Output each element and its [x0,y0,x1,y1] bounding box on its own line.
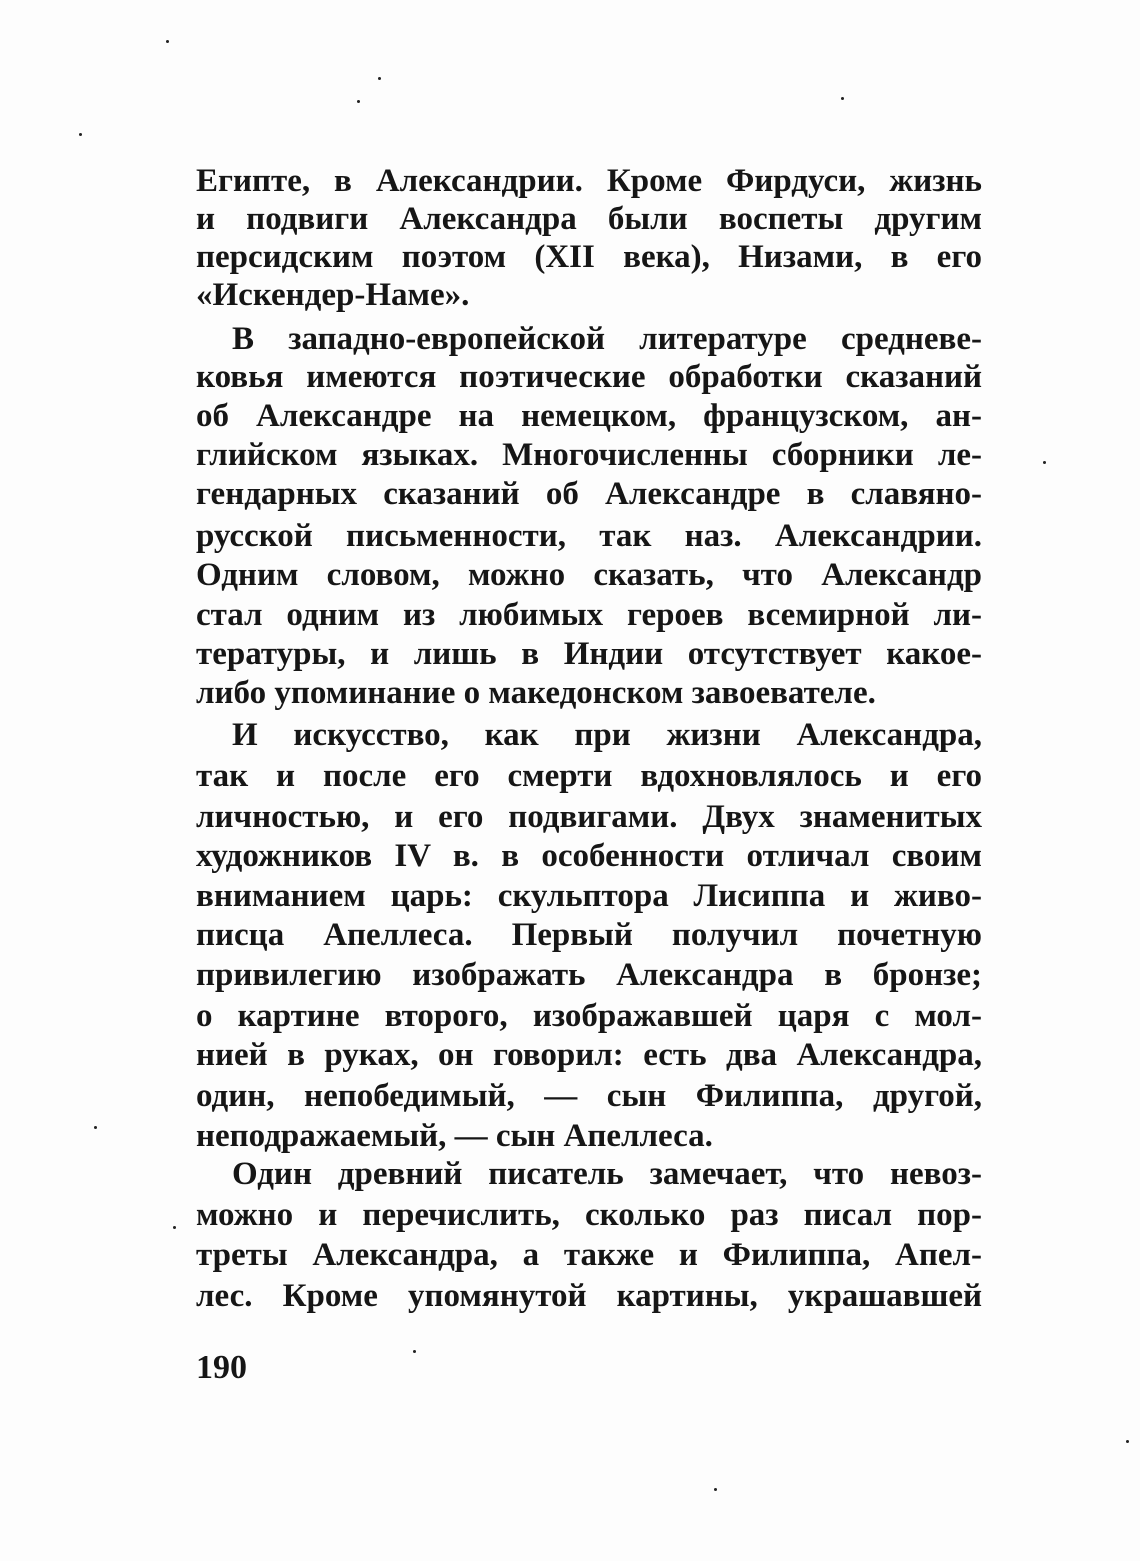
text-line: один, непобедимый, — сын Филиппа, другой, [196,1078,982,1114]
text-line: Один древний писатель замечает, что невоз- [232,1156,982,1192]
text-line: лес. Кроме упомянутой картины, украшавшей [196,1278,982,1314]
text-line: персидским поэтом (XII века), Низами, в его [196,239,982,275]
text-line: И искусство, как при жизни Александра, [232,717,982,753]
text-line: об Александре на немецком, французском, ан- [196,398,982,434]
text-line: русской письменности, так наз. Александрии. [196,518,982,554]
scan-speck [94,1126,97,1129]
text-line: либо упоминание о македонском завоевателе. [196,675,876,711]
page-number: 190 [196,1349,247,1386]
text-line: стал одним из любимых героев всемирной ли- [196,597,982,633]
text-line: можно и перечислить, сколько раз писал пор- [196,1197,982,1233]
text-line: и подвиги Александра были воспеты другим [196,201,982,237]
text-line: гендарных сказаний об Александре в славяно- [196,476,982,512]
text-line: писца Апеллеса. Первый получил почетную [196,917,982,953]
text-line: глийском языках. Многочисленны сборники ле- [196,437,982,473]
text-line: художников IV в. в особенности отличал своим [196,838,982,874]
text-line: В западно-европейской литературе средневе- [232,321,982,357]
text-line: ковья имеются поэтические обработки сказаний [196,359,982,395]
text-line: Египте, в Александрии. Кроме Фирдуси, жизнь [196,163,982,199]
text-line: нией в руках, он говорил: есть два Александра, [196,1037,982,1073]
text-line: треты Александра, а также и Филиппа, Апел- [196,1237,982,1273]
scan-speck [841,97,844,100]
scan-speck [1126,1440,1129,1443]
scan-speck [357,100,360,103]
scan-speck [1043,461,1046,464]
text-line: личностью, и его подвигами. Двух знаменитых [196,799,982,835]
scan-speck [166,40,169,43]
scan-speck [413,1350,416,1353]
text-line: Одним словом, можно сказать, что Александр [196,557,982,593]
text-line: тературы, и лишь в Индии отсутствует какое- [196,636,982,672]
text-line: о картине второго, изображавшей царя с мол- [196,998,982,1034]
scan-speck [79,133,82,136]
text-line: так и после его смерти вдохновлялось и его [196,758,982,794]
text-line: «Искендер-Наме». [196,277,470,313]
text-line: привилегию изображать Александра в бронзе; [196,957,982,993]
scan-speck [378,77,381,80]
scan-speck [714,1488,717,1491]
text-line: неподражаемый, — сын Апеллеса. [196,1118,713,1154]
text-line: вниманием царь: скульптора Лисиппа и живо- [196,878,982,914]
scan-speck [173,1226,176,1229]
